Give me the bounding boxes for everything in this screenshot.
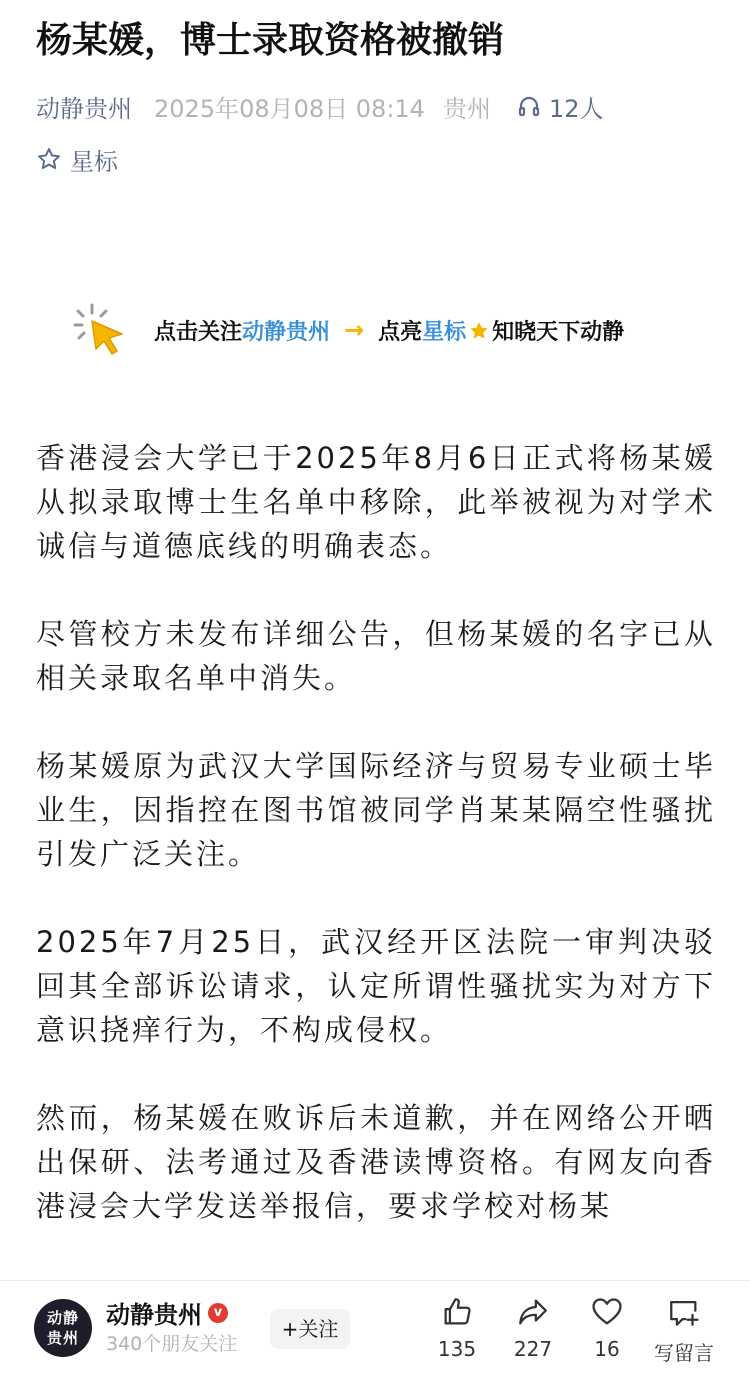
banner-star: 星标 [422,319,467,345]
follower-count: 340个朋友关注 [106,1333,238,1355]
article-body [36,436,716,1272]
star-outline-icon [36,146,62,172]
banner-arrow: → [344,316,365,344]
heart-button[interactable] [572,1295,642,1361]
share-icon [516,1295,550,1329]
bottom-action-bar [0,1280,750,1386]
comment-icon [667,1295,701,1329]
star-mark-button[interactable] [36,142,118,176]
click-cursor-icon [72,301,130,359]
publish-date: 2025年08月08日 08:14 [154,94,425,123]
article-meta [36,88,604,124]
like-count: 135 [437,1337,477,1361]
article-title: 杨某媛，博士录取资格被撤销 [36,20,505,61]
account-link[interactable]: 动静贵州 [36,94,132,123]
article-paragraph: 杨某媛原为武汉大学国际经济与贸易专业硕士毕业生，因指控在图书馆被同学肖某某隔空性骚扰引发广泛关注。 [36,749,716,871]
article-paragraph: 尽管校方未发布详细公告，但杨某媛的名字已从相关录取名单中消失。 [36,617,716,695]
star-filled-icon [468,320,490,342]
headphones-icon [517,94,541,118]
avatar[interactable] [34,1299,92,1357]
follow-button[interactable]: +关注 [270,1309,350,1349]
banner-text-1: 点击关注 [154,319,243,345]
heart-icon [590,1295,624,1329]
thumbs-up-icon [440,1295,474,1329]
article-paragraph: 香港浸会大学已于2025年8月6日正式将杨某媛从拟录取博士生名单中移除，此举被视为对学术诚信与道德底线的明确表态。 [36,441,716,563]
share-button[interactable] [498,1295,568,1361]
listener-count: 12人 [548,94,604,123]
banner-text-2: 点亮 [378,319,423,345]
verified-icon: v [208,1303,228,1323]
like-button[interactable] [422,1295,492,1361]
comment-label: 写留言 [654,1341,714,1365]
avatar-text-bottom: 贵州 [46,1329,79,1347]
listen-button[interactable] [517,89,604,124]
follow-banner[interactable] [72,300,624,360]
account-name[interactable] [106,1295,228,1330]
avatar-text-top: 动静 [46,1309,79,1327]
banner-text-3: 知晓天下动静 [492,319,625,345]
article-paragraph: 2025年7月25日，武汉经开区法院一审判决驳回其全部诉讼请求，认定所谓性骚扰实为对方下意识挠痒行为，不构成侵权。 [36,925,716,1047]
share-count: 227 [513,1337,553,1361]
publish-location: 贵州 [442,94,491,123]
banner-account: 动静贵州 [242,319,331,345]
heart-count: 16 [594,1337,620,1361]
star-label: 星标 [70,147,118,176]
article-paragraph: 然而，杨某媛在败诉后未道歉，并在网络公开晒出保研、法考通过及香港读博资格。有网友向香港浸会大学发送举报信，要求学校对杨某 [36,1101,716,1223]
account-name-text: 动静贵州 [106,1301,202,1329]
comment-button[interactable] [646,1295,722,1366]
